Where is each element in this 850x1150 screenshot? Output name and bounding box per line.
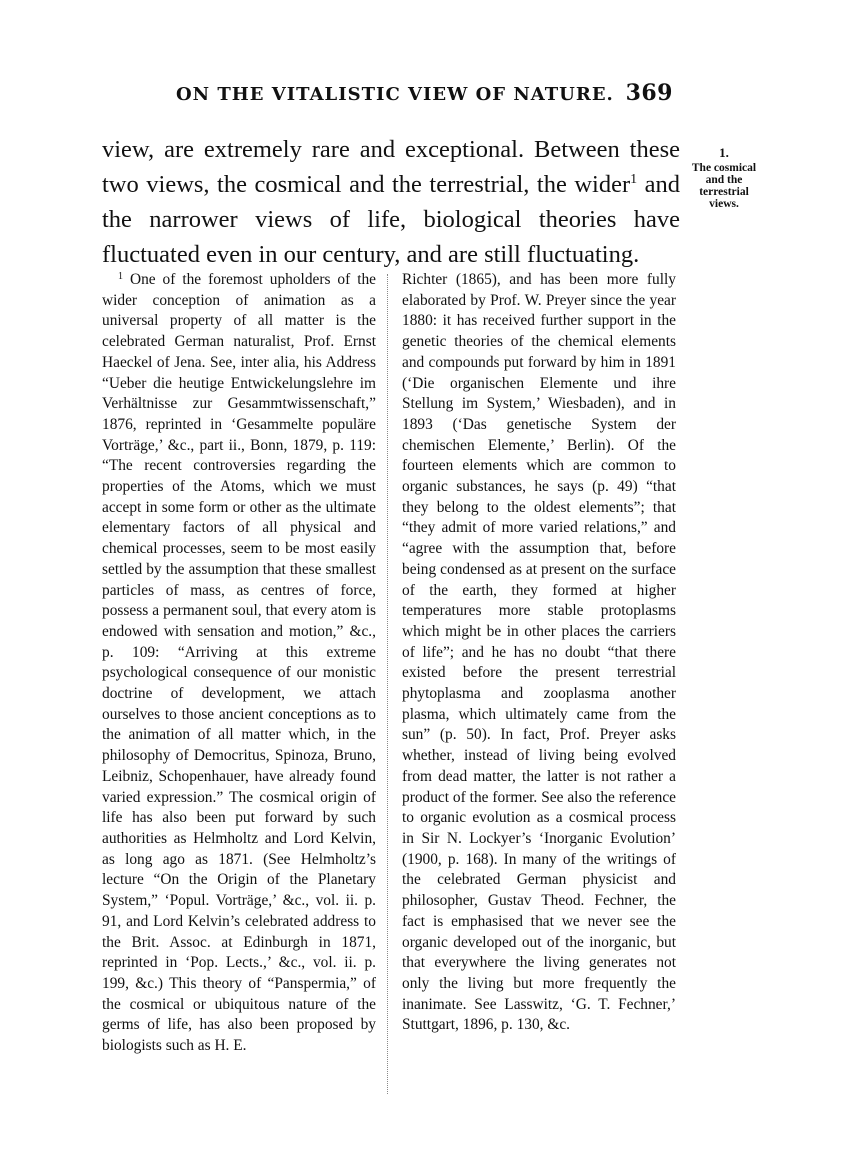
running-title: ON THE VITALISTIC VIEW OF NATURE.: [176, 84, 614, 105]
page-number: 369: [625, 80, 673, 106]
marginal-note-number: 1.: [719, 145, 729, 160]
column-divider: [387, 274, 388, 1094]
marginal-note: [684, 146, 764, 210]
marginal-note-text: The cosmical and the terrestrial views.: [691, 162, 757, 210]
main-text-part-2: and the narrower views of life, biological theories have fluctuated even in our century, and are still fluctuating.: [102, 171, 680, 268]
main-text-part-1: view, are extremely rare and exceptional. Between these two views, the cosmical and the terrestrial, the wider: [102, 136, 680, 198]
footnote-reference: 1: [630, 172, 638, 187]
running-header: [176, 82, 673, 106]
footnote-left-text: One of the foremost upholders of the wider conception of animation as a universal property of all matter is the celebrated German naturalist, Prof. Ernst Haeckel of Jena. See, inter alia, his Address “Ueber die heutige Entwickelungslehre im Verhältnisse zur Gesammtwissenschaft,” 1876, reprinted in ‘Gesammelte populäre Vorträge,’ &c., part ii., Bonn, 1879, p. 119: “The recent controversies regarding the properties of the Atoms, which we must accept in some form or other as the ultimate elementary factors of all physical and chemical processes, seem to be most easily settled by the assumption that these smallest particles of mass, as centres of force, possess a permanent soul, that every atom is endowed with sensation and motion,” &c., p. 109: “Arriving at this extreme psychological consequence of our monistic doctrine of development, we attach ourselves to those ancient conceptions as to the animation of all matter which, in the philosophy of Democritus, Spinoza, Bruno, Leibniz, Schopenhauer, have already found varied expression.” The cosmical origin of life has also been put forward by such authorities as Helmholtz and Lord Kelvin, as long ago as 1871. (See Helmholtz’s lecture “On the Origin of the Planetary System,” ‘Popul. Vorträge,’ &c., vol. ii. p. 91, and Lord Kelvin’s celebrated address to the Brit. Assoc. at Edinburgh in 1871, reprinted in ‘Pop. Lects.,’ &c., vol. ii. p. 199, &c.) This theory of “Panspermia,” of the cosmical or ubiquitous nature of the germs of life, has also been proposed by biologists such as H. E.: [102, 271, 376, 1055]
footnote-marker: 1: [118, 271, 123, 282]
footnote-right-column: Richter (1865), and has been more fully elaborated by Prof. W. Preyer since the year 1880: it has received further support in the genetic theories of the chemical elements and compounds put forward by him in 1891 (‘Die organischen Elemente und ihre Stellung im System,’ Wiesbaden), and in 1893 (‘Das genetische System der chemischen Elemente,’ Berlin). Of the fourteen elements which are common to organic substances, he says (p. 49) “that they belong to the oldest elements”; that “they admit of more varied relations,” and “agree with the assumption that, before being condensed as at present on the surface of the earth, they formed at higher temperatures more stable protoplasms which might be in other places the carriers of life”; and he has no doubt “that there existed before the present terrestrial phytoplasma and zooplasma another plasma, which ultimately came from the sun” (p. 50). In fact, Prof. Preyer asks whether, instead of living being evolved from dead matter, the latter is not rather a product of the former. See also the reference to organic evolution as a cosmical process in Sir N. Lockyer’s ‘Inorganic Evolution’ (1900, p. 168). In many of the writings of the celebrated German physicist and philosopher, Gustav Theod. Fechner, the fact is emphasised that we never see the organic developed out of the inorganic, but that everywhere the living generates not only the living but more frequently the inanimate. See Lasswitz, ‘G. T. Fechner,’ Stuttgart, 1896, p. 130, &c.: [402, 271, 676, 1034]
footnote-left-column: [102, 270, 376, 1057]
footnote-area: [102, 270, 676, 1057]
main-paragraph: [102, 132, 680, 272]
